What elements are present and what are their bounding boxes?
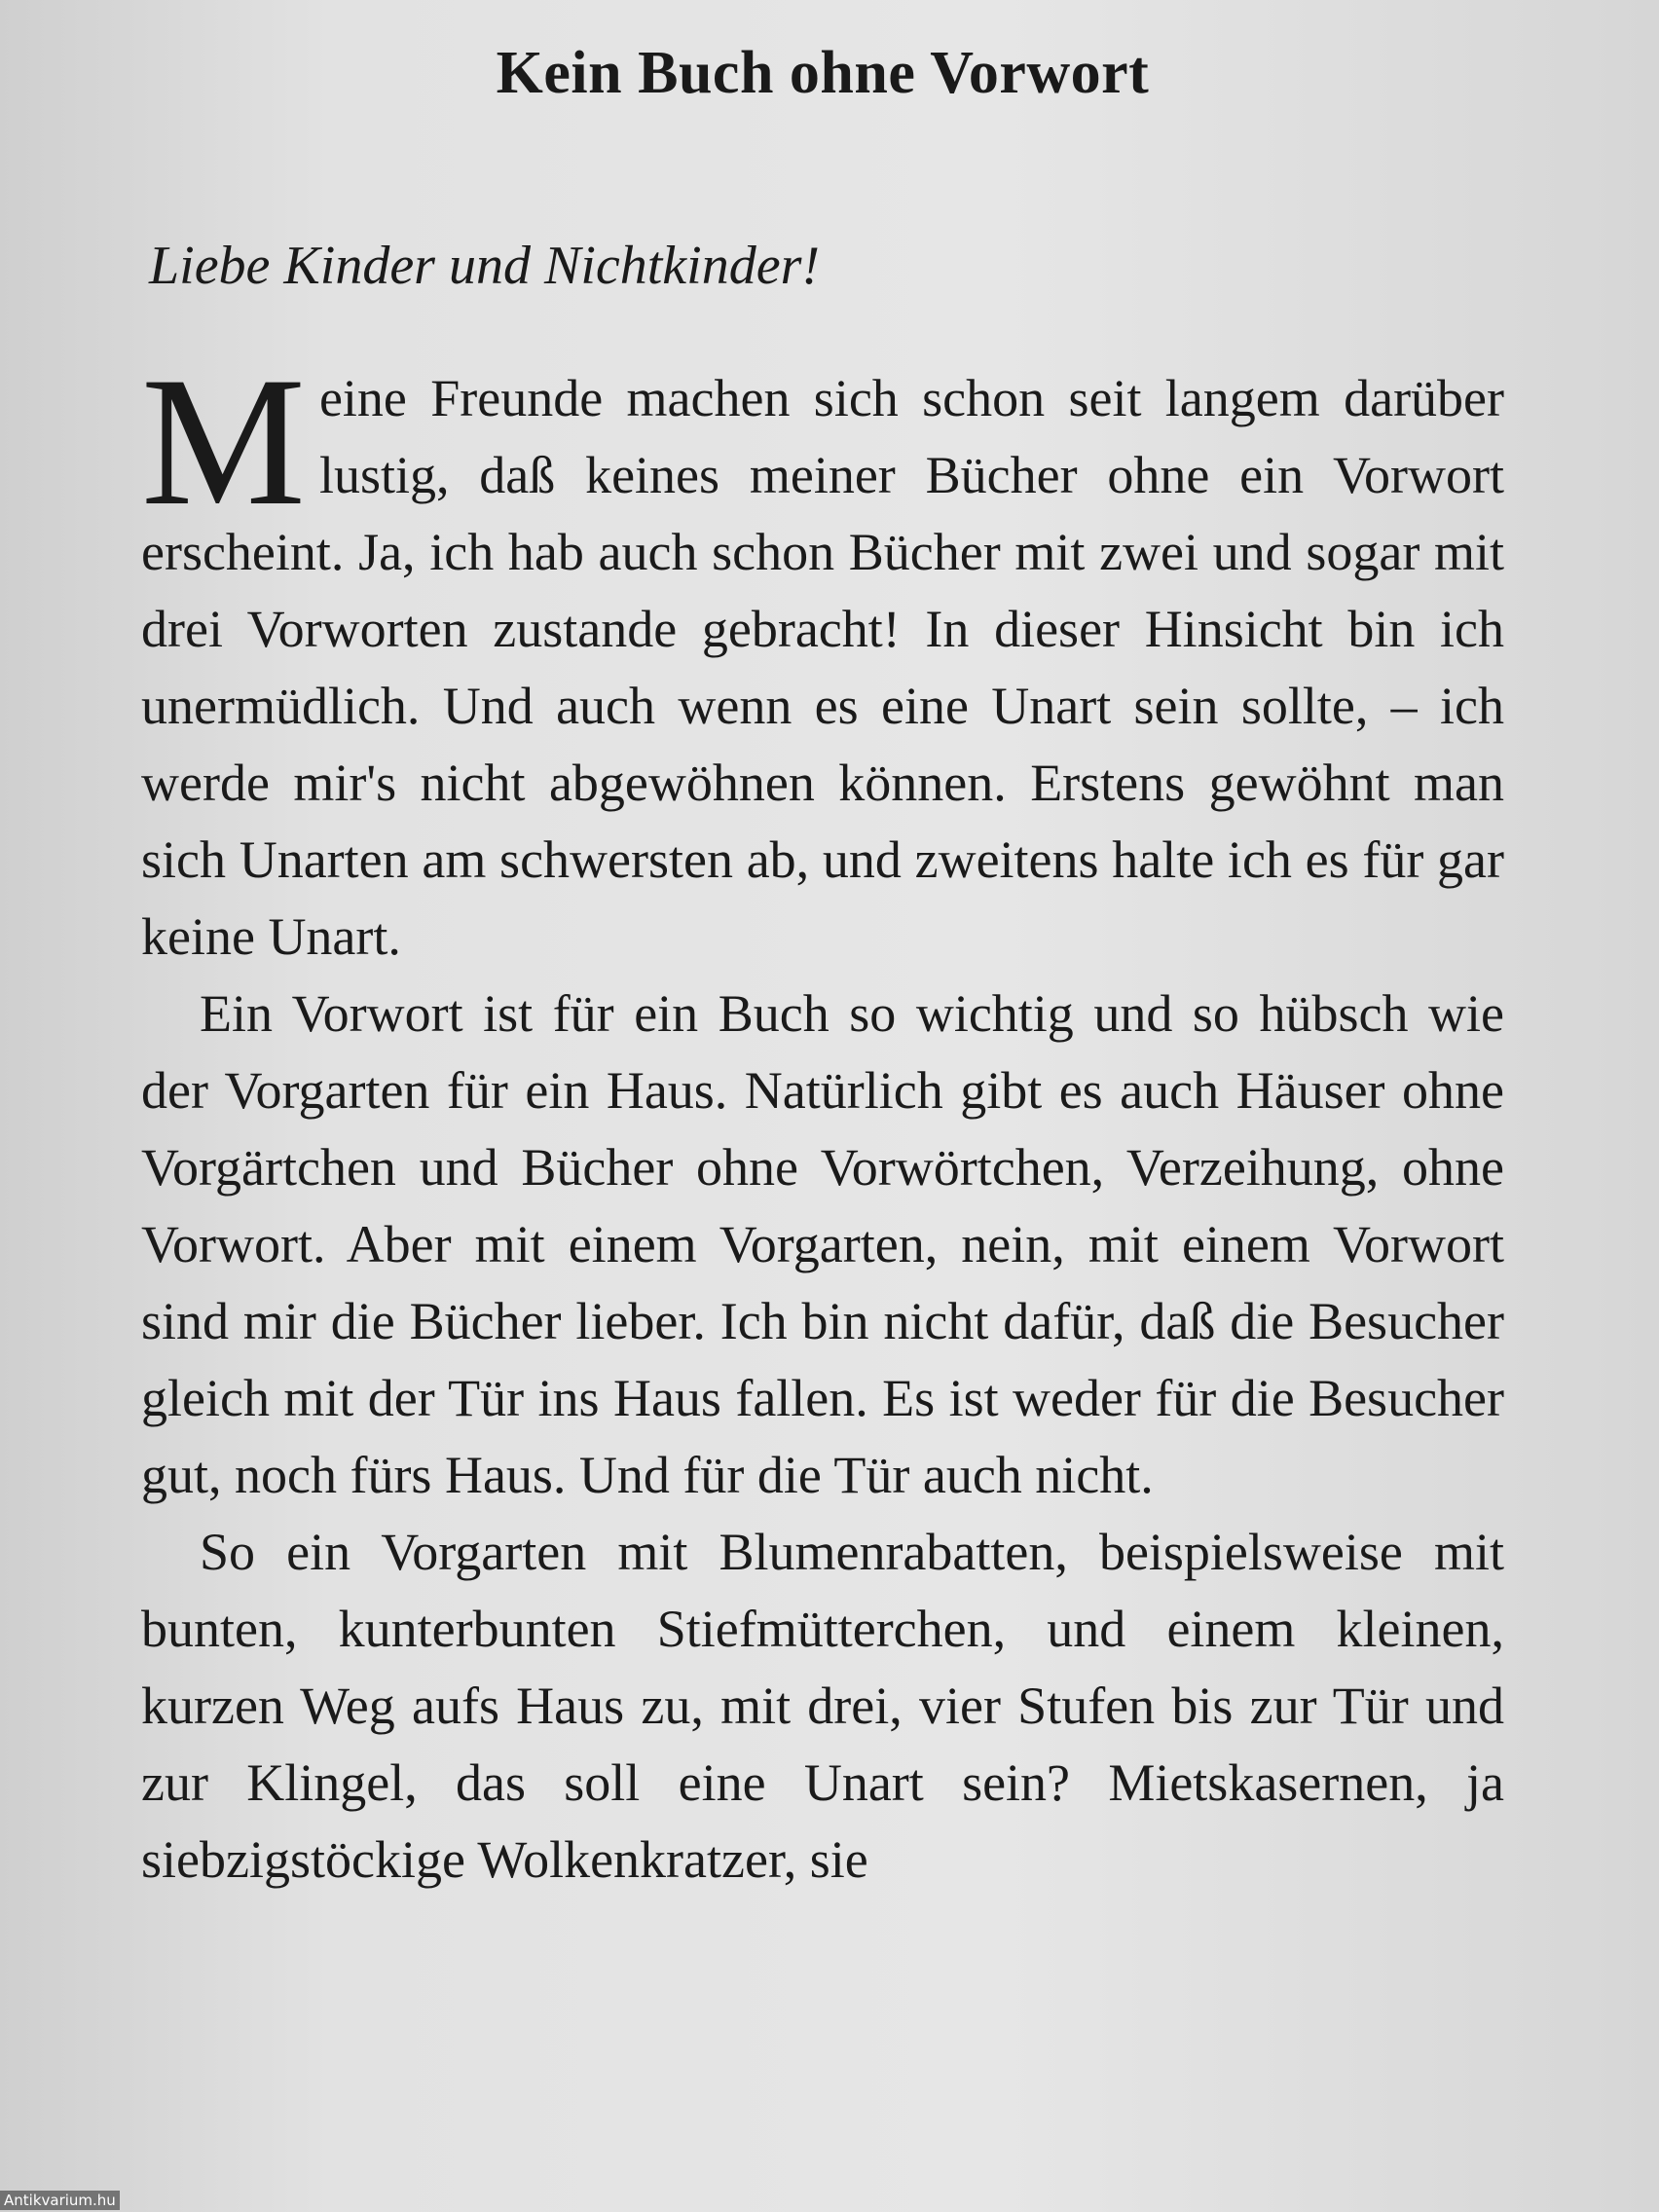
drop-cap: M bbox=[141, 340, 306, 544]
paragraph-1 bbox=[141, 340, 1504, 976]
paragraph-3: So ein Vorgarten mit Blumenrabatten, beispielsweise mit bunten, kunterbunten Stiefmütterchen, und einem kleinen, kurzen Weg aufs Haus zu, mit drei, vier Stufen bis zur Tür und zur Klingel, das soll eine Unart sein? Mietskasernen, ja siebzigstöckige Wolkenkratzer, sie bbox=[141, 1523, 1504, 1889]
chapter-title: Kein Buch ohne Vorwort bbox=[496, 40, 1150, 106]
watermark-text: Antikvarium.hu bbox=[0, 2191, 120, 2210]
paragraph-2: Ein Vorwort ist für ein Buch so wichtig und so hübsch wie der Vorgarten für ein Haus. Natürlich gibt es auch Häuser ohne Vorgärtchen und Bücher ohne Vorwörtchen, Verzeihung, ohne Vorwort. Aber mit einem Vorgarten, nein, mit einem Vorwort sind mir die Bücher lieber. Ich bin nicht dafür, daß die Besucher gleich mit der Tür ins Haus fallen. Es ist weder für die Besucher gut, noch fürs Haus. Und für die Tür auch nicht. bbox=[141, 984, 1504, 1504]
book-page bbox=[141, 19, 1504, 2191]
salutation: Liebe Kinder und Nichtkinder! bbox=[149, 236, 821, 296]
paragraph-1-text: eine Freunde machen sich schon seit langem darüber lustig, daß keines meiner Bücher ohne ein Vorwort erscheint. Ja, ich hab auch schon Bücher mit zwei und sogar mit drei Vorworten zustande gebracht! In dieser Hinsicht bin ich unermüdlich. Und auch wenn es eine Unart sein sollte, – ich werde mir's nicht abgewöhnen können. Erstens gewöhnt man sich Unarten am schwersten ab, und zweitens halte ich es für gar keine Unart. bbox=[141, 369, 1504, 966]
